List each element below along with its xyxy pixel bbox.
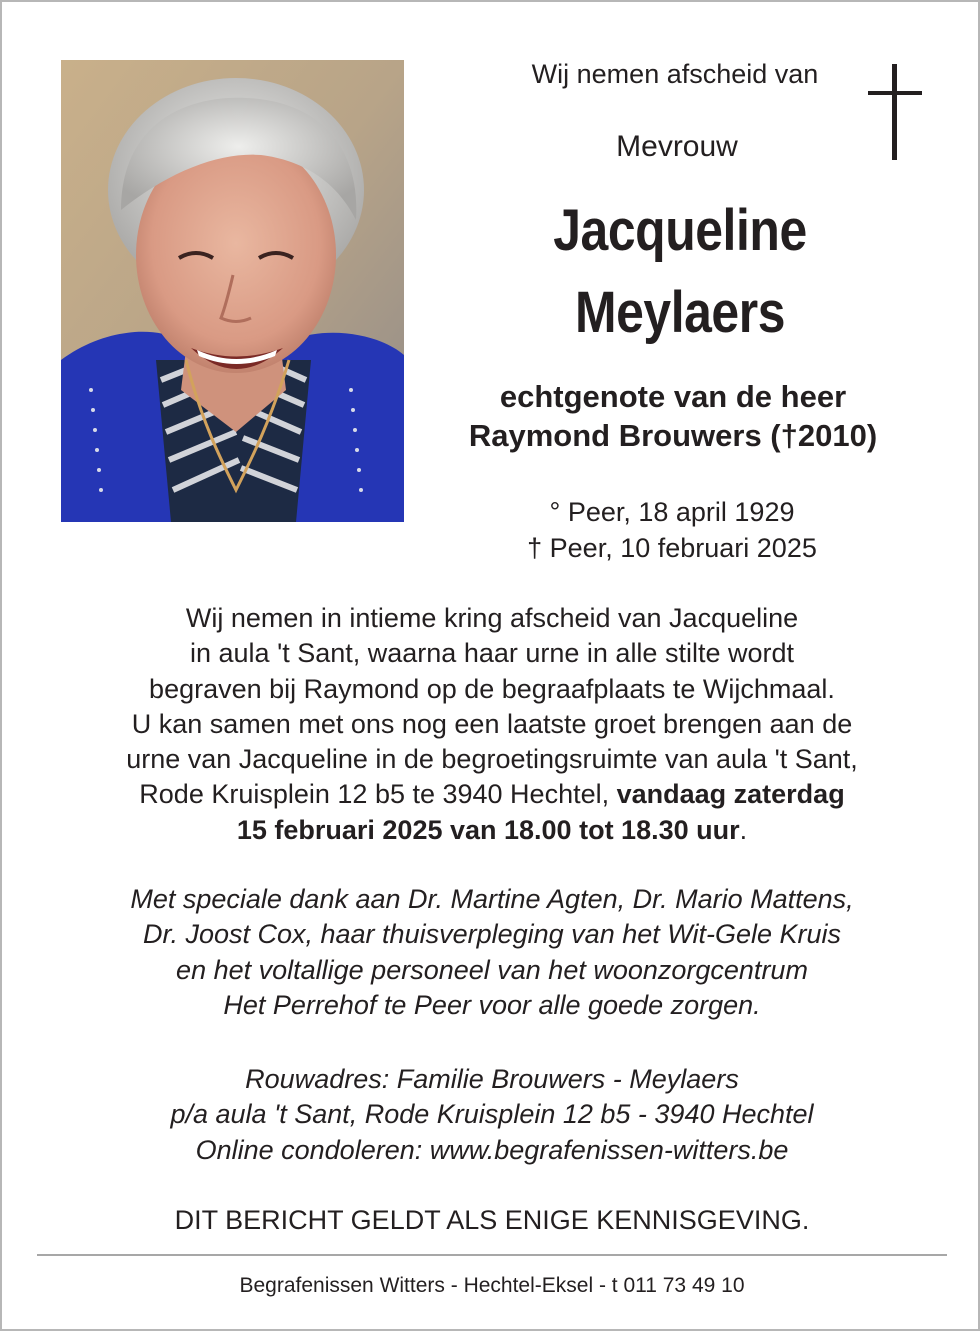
condolence-link[interactable]: Online condoleren: www.begrafenissen-witters.be	[195, 1134, 789, 1165]
ceremony-line	[42, 813, 942, 848]
portrait-photo	[61, 60, 404, 522]
ceremony-line: urne van Jacqueline in de begroetingsruimte van aula 't Sant,	[126, 744, 858, 775]
thanks-line: Het Perrehof te Peer voor alle goede zorgen.	[223, 989, 761, 1020]
ceremony-line: Wij nemen in intieme kring afscheid van Jacqueline	[185, 603, 799, 633]
ceremony-text	[42, 601, 942, 848]
spouse-line-2: Raymond Brouwers (†2010)	[468, 418, 878, 453]
thanks-line: Met speciale dank aan Dr. Martine Agten, Dr. Mario Mattens,	[130, 884, 854, 914]
funeral-home-footer: Begrafenissen Witters - Hechtel-Eksel - t 011 73 49 10	[239, 1274, 745, 1297]
deceased-last-name: Meylaers	[574, 280, 786, 345]
visit-time: 15 februari 2025 van 18.00 tot 18.30 uur	[236, 814, 740, 845]
closing-notice: DIT BERICHT GELDT ALS ENIGE KENNISGEVING.	[174, 1205, 810, 1235]
spouse-info	[422, 377, 924, 455]
ceremony-line: U kan samen met ons nog een laatste groet brengen aan de	[131, 708, 853, 739]
death-date: † Peer, 10 februari 2025	[527, 533, 817, 563]
mourning-address	[42, 1062, 942, 1168]
ceremony-line: in aula 't Sant, waarna haar urne in alle stilte wordt	[190, 638, 794, 669]
address-line: p/a aula 't Sant, Rode Kruisplein 12 b5 - 3940 Hechtel	[170, 1099, 814, 1130]
ceremony-line: begraven bij Raymond op de begraafplaats te Wijchmaal.	[149, 673, 835, 704]
ceremony-line	[42, 777, 942, 812]
intro-text: Wij nemen afscheid van	[531, 59, 819, 89]
birth-date: ° Peer, 18 april 1929	[549, 497, 795, 527]
spouse-line-1: echtgenote van de heer	[499, 379, 847, 414]
thanks-line: en het voltallige personeel van het woonzorgcentrum	[176, 954, 808, 985]
visit-day: vandaag zaterdag	[616, 779, 845, 810]
address-inline: Rode Kruisplein 12 b5 te 3940 Hechtel,	[139, 779, 617, 810]
thanks-line: Dr. Joost Cox, haar thuisverpleging van het Wit-Gele Kruis	[142, 919, 842, 950]
life-dates	[422, 494, 922, 566]
period: .	[739, 814, 748, 845]
divider	[37, 1254, 947, 1256]
deceased-first-name: Jacqueline	[553, 198, 807, 263]
address-line: Rouwadres: Familie Brouwers - Meylaers	[245, 1064, 739, 1094]
thanks-text	[42, 882, 942, 1023]
honorific: Mevrouw	[616, 130, 738, 163]
